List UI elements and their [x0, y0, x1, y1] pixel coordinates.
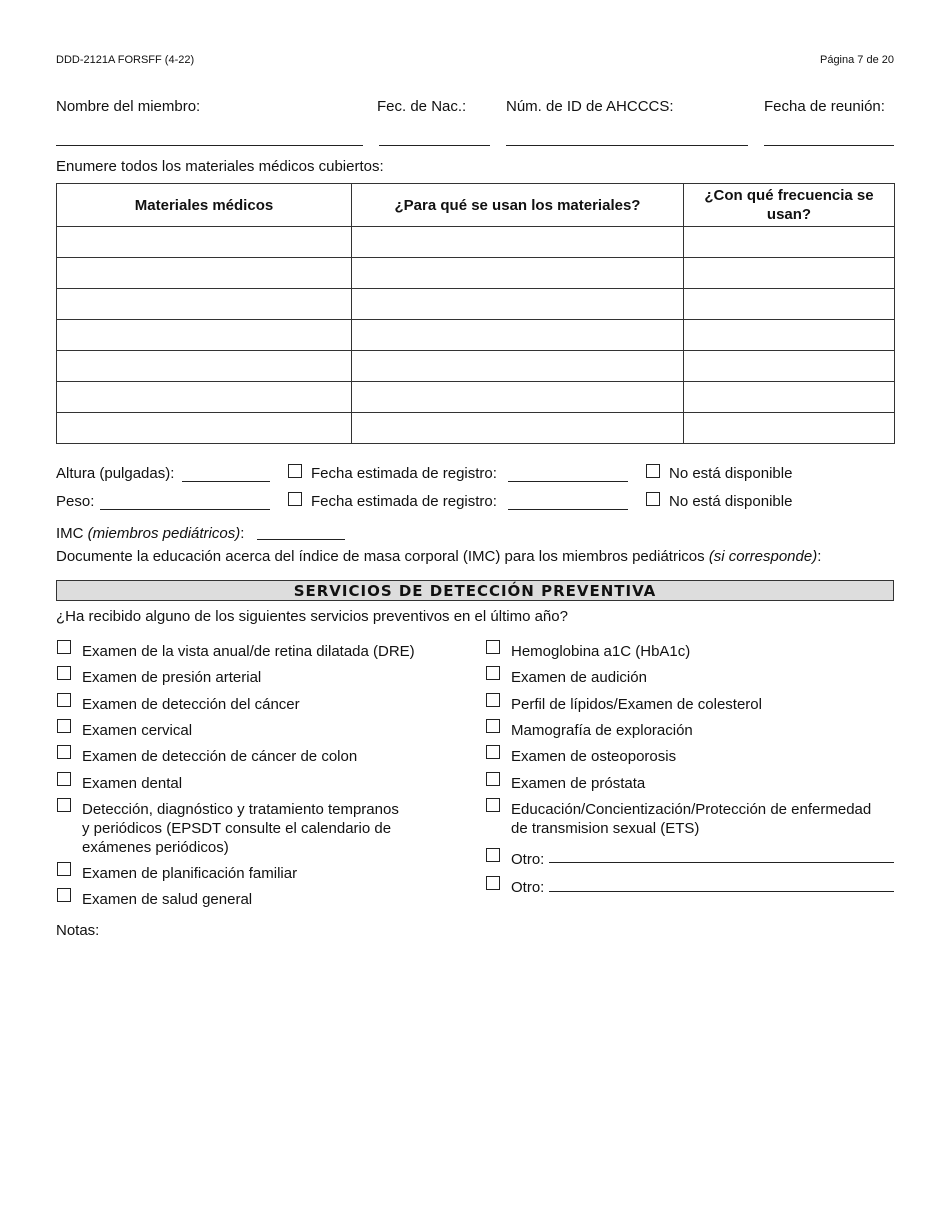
table-header-row	[57, 184, 895, 227]
bmi-label-text: IMC	[56, 525, 84, 542]
table-cell[interactable]	[57, 320, 352, 351]
weight-estimated-date-field[interactable]	[508, 509, 628, 510]
table-row	[57, 413, 895, 444]
member-name-field[interactable]	[56, 145, 363, 146]
service-label: Examen dental	[82, 775, 183, 792]
service-label: Examen de salud general	[82, 891, 253, 908]
service-checkbox[interactable]	[57, 798, 71, 812]
table-cell[interactable]	[57, 351, 352, 382]
dob-field[interactable]	[379, 145, 490, 146]
form-id: DDD-2121A FORSFF (4-22)	[56, 54, 195, 66]
meeting-date-label: Fecha de reunión:	[764, 98, 885, 115]
service-checkbox[interactable]	[57, 772, 71, 786]
medical-supplies-table	[56, 183, 895, 444]
height-estimated-checkbox[interactable]	[288, 464, 302, 478]
service-checkbox[interactable]	[486, 772, 500, 786]
service-label-line: de transmision sexual (ETS)	[511, 820, 700, 837]
column-header: Materiales médicos	[57, 184, 352, 227]
height-estimated-date-field[interactable]	[508, 481, 628, 482]
dob-label: Fec. de Nac.:	[377, 98, 467, 115]
service-checkbox[interactable]	[486, 876, 500, 890]
preventive-question: ¿Ha recibido alguno de los siguientes servicios preventivos en el último año?	[56, 608, 568, 625]
table-cell[interactable]	[684, 320, 895, 351]
table-cell[interactable]	[352, 258, 684, 289]
service-label: Examen de planificación familiar	[82, 865, 298, 882]
service-checkbox[interactable]	[57, 745, 71, 759]
service-label: Otro:	[511, 851, 545, 868]
service-label: Otro:	[511, 879, 545, 896]
service-checkbox[interactable]	[486, 745, 500, 759]
service-label: Mamografía de exploración	[511, 722, 693, 739]
table-cell[interactable]	[352, 382, 684, 413]
other-2-field[interactable]	[549, 891, 894, 892]
weight-not-available-label: No está disponible	[669, 493, 793, 510]
column-header	[684, 184, 895, 227]
weight-not-available-checkbox[interactable]	[646, 492, 660, 506]
other-1-field[interactable]	[549, 862, 894, 863]
weight-estimated-label: Fecha estimada de registro:	[311, 493, 497, 510]
height-estimated-label: Fecha estimada de registro:	[311, 465, 497, 482]
weight-estimated-checkbox[interactable]	[288, 492, 302, 506]
service-checkbox[interactable]	[486, 848, 500, 862]
bmi-education-colon: :	[817, 548, 822, 565]
notes-area[interactable]	[56, 944, 894, 1194]
bmi-label-note: (miembros pediátricos)	[87, 525, 241, 542]
service-checkbox[interactable]	[486, 666, 500, 680]
service-checkbox[interactable]	[486, 719, 500, 733]
service-checkbox[interactable]	[57, 640, 71, 654]
table-cell[interactable]	[684, 289, 895, 320]
table-row	[57, 289, 895, 320]
table-cell[interactable]	[352, 320, 684, 351]
table-cell[interactable]	[352, 351, 684, 382]
table-cell[interactable]	[352, 413, 684, 444]
service-label: Examen de próstata	[511, 775, 646, 792]
service-label-line: exámenes periódicos)	[82, 839, 229, 856]
table-cell[interactable]	[57, 227, 352, 258]
service-label-line: Detección, diagnóstico y tratamiento tempranos	[82, 801, 399, 818]
bmi-field[interactable]	[257, 539, 345, 540]
service-label: Examen de detección del cáncer	[82, 696, 300, 713]
section-header-preventive: SERVICIOS DE DETECCIÓN PREVENTIVA	[56, 580, 894, 601]
bmi-label	[56, 525, 244, 542]
table-cell[interactable]	[684, 258, 895, 289]
service-checkbox[interactable]	[57, 888, 71, 902]
table-cell[interactable]	[57, 258, 352, 289]
table-cell[interactable]	[352, 289, 684, 320]
bmi-education-main: Documente la educación acerca del índice de masa corporal (IMC) para los miembros pediátricos	[56, 548, 705, 565]
bmi-label-colon: :	[240, 525, 245, 542]
table-cell[interactable]	[57, 289, 352, 320]
table-row	[57, 382, 895, 413]
service-checkbox[interactable]	[486, 640, 500, 654]
ahcccs-id-label: Núm. de ID de AHCCCS:	[506, 98, 674, 115]
table-row	[57, 320, 895, 351]
column-header: ¿Para qué se usan los materiales?	[352, 184, 684, 227]
service-checkbox[interactable]	[57, 862, 71, 876]
table-row	[57, 351, 895, 382]
service-label: Examen de audición	[511, 669, 647, 686]
table-row	[57, 258, 895, 289]
table-cell[interactable]	[57, 382, 352, 413]
meeting-date-field[interactable]	[764, 145, 894, 146]
height-not-available-checkbox[interactable]	[646, 464, 660, 478]
column-header-text: ¿Con qué frecuencia se usan?	[704, 187, 874, 223]
bmi-education-text	[56, 548, 821, 565]
service-label: Examen de la vista anual/de retina dilatada (DRE)	[82, 643, 415, 660]
service-label: Examen cervical	[82, 722, 193, 739]
service-label-line: y periódicos (EPSDT consulte el calendario de	[82, 820, 392, 837]
height-field[interactable]	[182, 481, 270, 482]
table-cell[interactable]	[684, 351, 895, 382]
service-label: Hemoglobina a1C (HbA1c)	[511, 643, 691, 660]
service-checkbox[interactable]	[486, 693, 500, 707]
table-cell[interactable]	[684, 382, 895, 413]
table-row	[57, 227, 895, 258]
ahcccs-id-field[interactable]	[506, 145, 748, 146]
table-cell[interactable]	[684, 227, 895, 258]
weight-label: Peso:	[56, 493, 95, 510]
service-checkbox[interactable]	[486, 798, 500, 812]
page-number: Página 7 de 20	[819, 54, 894, 66]
notes-label: Notas:	[56, 922, 100, 939]
service-label: Examen de presión arterial	[82, 669, 262, 686]
weight-field[interactable]	[100, 509, 270, 510]
service-label: Perfil de lípidos/Examen de colesterol	[511, 696, 762, 713]
service-label: Examen de osteoporosis	[511, 748, 677, 765]
member-name-label: Nombre del miembro:	[56, 98, 201, 115]
height-not-available-label: No está disponible	[669, 465, 793, 482]
table-cell[interactable]	[684, 413, 895, 444]
service-label-line: Educación/Concientización/Protección de enfermedad	[511, 801, 872, 818]
table-cell[interactable]	[57, 413, 352, 444]
table-cell[interactable]	[352, 227, 684, 258]
service-checkbox[interactable]	[57, 719, 71, 733]
service-checkbox[interactable]	[57, 693, 71, 707]
supplies-intro: Enumere todos los materiales médicos cubiertos:	[56, 158, 384, 175]
height-label: Altura (pulgadas):	[56, 465, 175, 482]
bmi-education-note: (si corresponde)	[708, 548, 818, 565]
service-checkbox[interactable]	[57, 666, 71, 680]
service-label: Examen de detección de cáncer de colon	[82, 748, 358, 765]
